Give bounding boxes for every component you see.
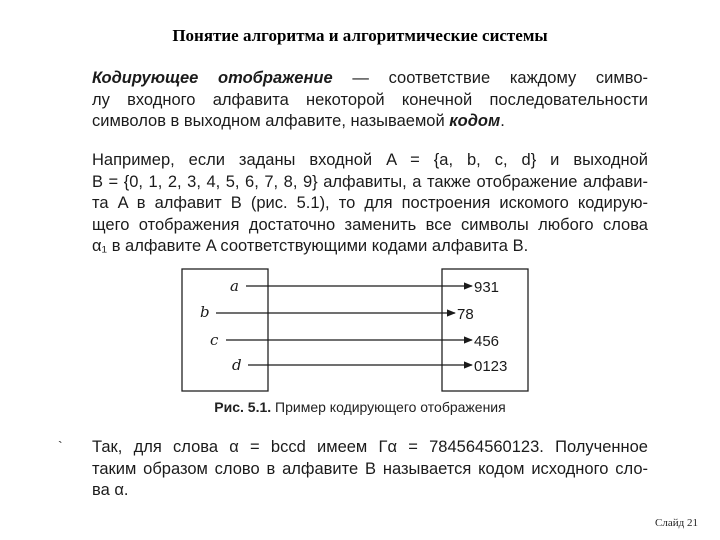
example-line-2: B = {0, 1, 2, 3, 4, 5, 6, 7, 8, 9} алфавиты, а также отображение алфави- — [92, 172, 648, 191]
page-title: Понятие алгоритма и алгоритмические системы — [172, 26, 548, 45]
example-line-4: щего отображения достаточно заменить все символы любого слова — [92, 215, 648, 234]
figure-caption — [0, 399, 720, 415]
example-line-5: α₁ в алфавите A соответствующими кодами алфавита B. — [92, 237, 529, 255]
definition-line-2: лу входного алфавита некоторой конечной последовательности — [92, 90, 648, 109]
definition-paragraph — [92, 68, 648, 133]
stray-mark: ` — [58, 438, 63, 454]
input-symbol-d: d — [232, 356, 242, 374]
figure-caption-label: Рис. 5.1. — [214, 399, 272, 415]
example-line-3: та A в алфавит B (рис. 5.1), то для построения искомого кодирую- — [92, 194, 648, 212]
output-code-78: 78 — [457, 306, 474, 323]
example-line-1: Например, если заданы входной A = {a, b, c, d} и выходной — [92, 151, 648, 169]
input-symbol-b: b — [200, 303, 210, 321]
definition-line-3: символов в выходном алфавите, называемой кодом. — [92, 112, 505, 130]
conclusion-line-2: таким образом слово в алфавите B называется кодом исходного сло- — [92, 459, 648, 478]
output-code-456: 456 — [474, 333, 500, 350]
code-word: кодом — [449, 112, 501, 130]
definition-line-1: Кодирующее отображение — соответствие каждому симво- — [92, 69, 648, 87]
input-alphabet-box — [182, 269, 268, 391]
conclusion-line-3: ва α. — [92, 481, 129, 499]
output-code-0123: 0123 — [474, 358, 508, 375]
conclusion-line-1: Так, для слова α = bccd имеем Гα = 784564560123. Полученное — [92, 438, 648, 456]
output-code-931: 931 — [474, 279, 500, 296]
coding-mapping-diagram — [180, 266, 530, 396]
definition-term: Кодирующее отображение — [92, 69, 333, 87]
input-symbol-a: a — [230, 277, 239, 295]
figure-caption-text: Пример кодирующего отображения — [271, 399, 506, 415]
slide-number: Слайд 21 — [655, 517, 698, 529]
input-symbol-c: c — [210, 331, 219, 349]
example-paragraph — [92, 150, 648, 258]
conclusion-paragraph — [92, 437, 648, 502]
